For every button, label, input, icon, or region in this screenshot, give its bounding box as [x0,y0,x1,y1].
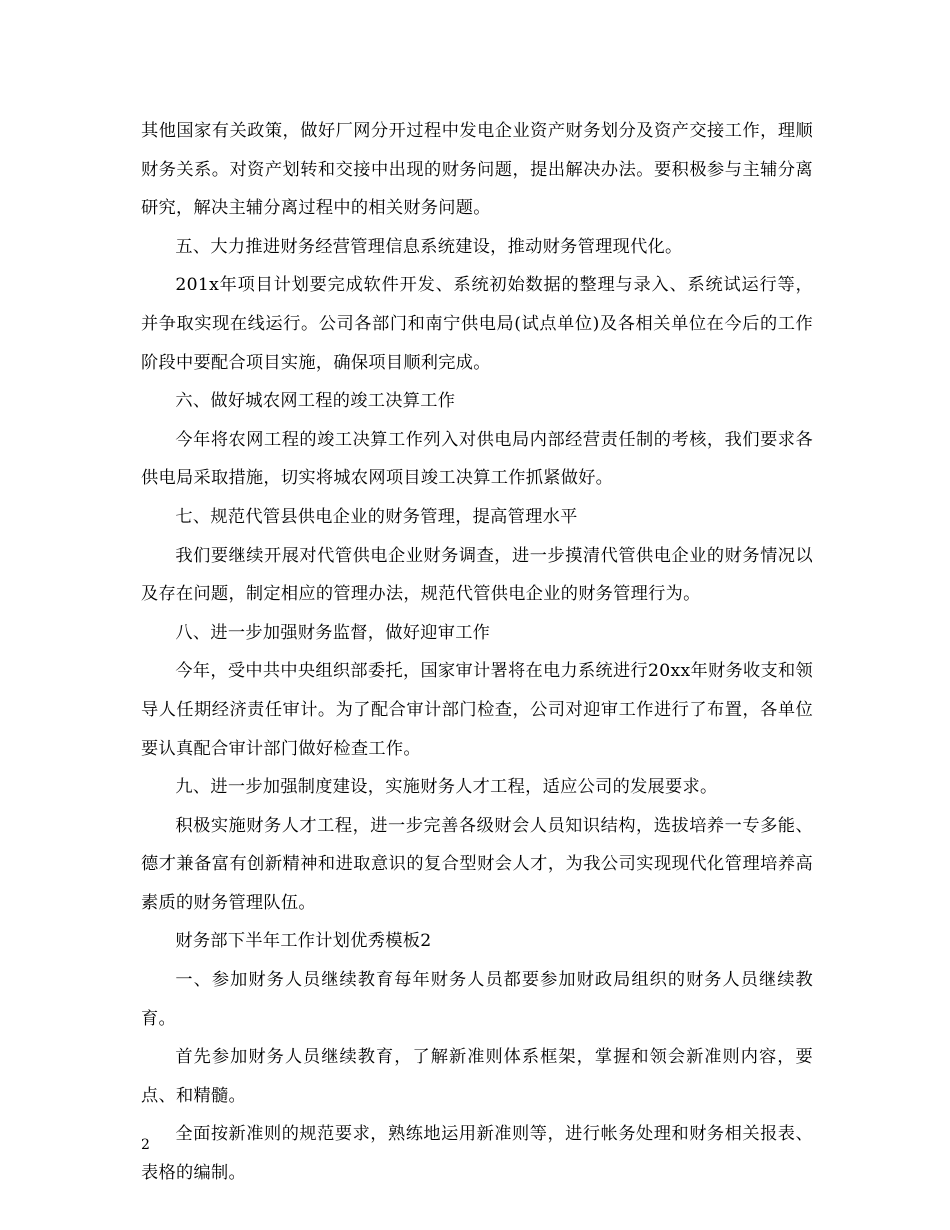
section-heading-1: 一、参加财务人员继续教育每年财务人员都要参加财政局组织的财务人员继续教育。 [141,970,813,1029]
section-heading-6: 六、做好城农网工程的竣工决算工作 [175,391,456,412]
section-heading-5: 五、大力推进财务经营管理信息系统建设，推动财务管理现代化。 [175,236,683,257]
paragraph-3: 今年将农网工程的竣工决算工作列入对供电局内部经营责任制的考核，我们要求各供电局采取措施，切实将城农网项目竣工决算工作抓紧做好。 [141,429,813,489]
section-heading-8: 八、进一步加强财务监督，做好迎审工作 [175,622,491,643]
paragraph-8: 全面按新准则的规范要求，熟练地运用新准则等，进行帐务处理和财务相关报表、表格的编制。 [141,1124,813,1184]
page-number: 2 [141,1137,150,1153]
document-body [141,112,813,1193]
paragraph-4: 我们要继续开展对代管供电企业财务调查，进一步摸清代管供电企业的财务情况以及存在问题，制定相应的管理办法，规范代管供电企业的财务管理行为。 [141,545,813,605]
paragraph-6: 积极实施财务人才工程，进一步完善各级财会人员知识结构，选拔培养一专多能、德才兼备富有创新精神和进取意识的复合型财会人才，为我公司实现现代化管理培养高素质的财务管理队伍。 [141,815,813,913]
section-heading-7: 七、规范代管县供电企业的财务管理，提高管理水平 [175,506,578,527]
paragraph-5: 今年，受中共中央组织部委托，国家审计署将在电力系统进行20xx年财务收支和领导人任期经济责任审计。为了配合审计部门检查，公司对迎审工作进行了布置，各单位要认真配合审计部门做好检查工作。 [141,661,813,759]
paragraph-2: 201x年项目计划要完成软件开发、系统初始数据的整理与录入、系统试运行等，并争取实现在线运行。公司各部门和南宁供电局(试点单位)及各相关单位在今后的工作阶段中要配合项目实施，确保项目顺利完成。 [141,275,813,373]
paragraph-7: 首先参加财务人员继续教育，了解新准则体系框架，掌握和领会新准则内容，要点、和精髓。 [141,1047,813,1106]
template-title: 财务部下半年工作计划优秀模板2 [175,931,432,952]
paragraph-1: 其他国家有关政策，做好厂网分开过程中发电企业资产财务划分及资产交接工作，理顺财务关系。对资产划转和交接中出现的财务问题，提出解决办法。要积极参与主辅分离研究，解决主辅分离过程中的相关财务问题。 [141,121,813,219]
section-heading-9: 九、进一步加强制度建设，实施财务人才工程，适应公司的发展要求。 [175,777,718,798]
